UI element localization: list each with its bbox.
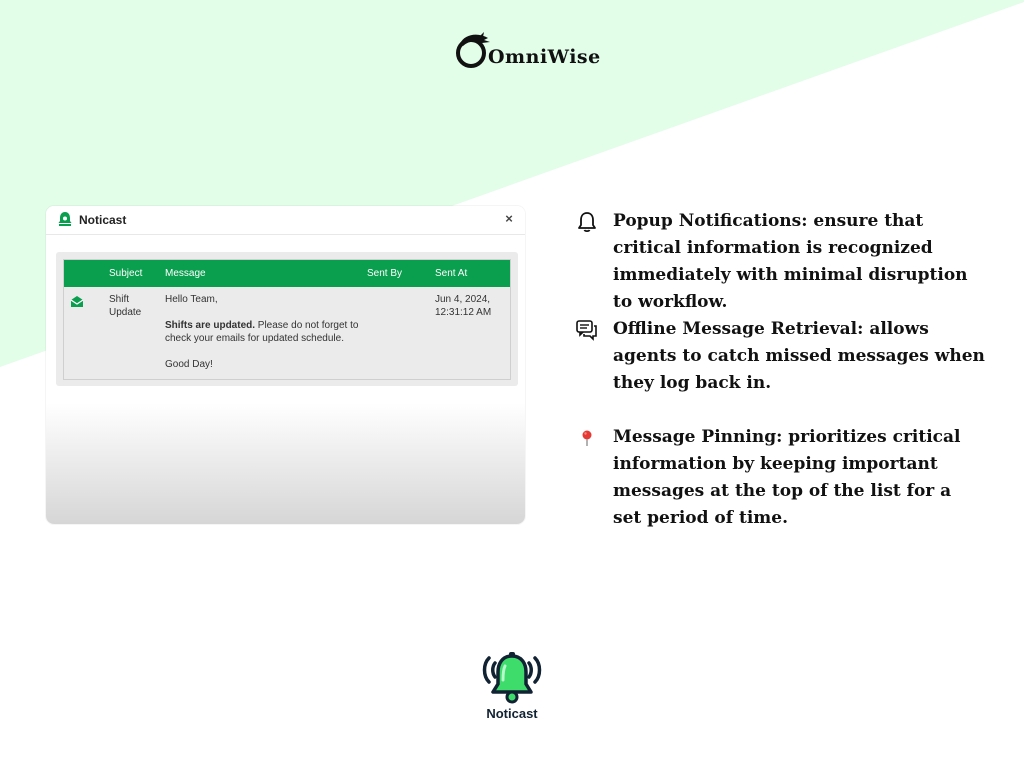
noticast-logo-text: Noticast <box>486 706 538 721</box>
sent-at-cell <box>435 293 491 319</box>
column-header-message[interactable]: Message <box>165 268 206 279</box>
table-header <box>64 260 510 287</box>
sent-at-time: 12:31:12 AM <box>435 307 492 318</box>
window-title: Noticast <box>79 213 127 227</box>
sent-at-date: Jun 4, 2024, <box>435 294 491 305</box>
subject-line-2: Update <box>109 307 142 318</box>
omniwise-logo-text: OmniWise <box>488 46 601 68</box>
omniwise-dragon-emblem-icon <box>454 32 492 70</box>
open-envelope-icon <box>70 294 84 308</box>
window-titlebar <box>46 206 525 235</box>
chat-bubble-icon <box>575 318 599 342</box>
noticast-logo <box>474 650 550 726</box>
feature-text: Popup Notifications: ensure that critical information is recognized immediately with minimal disruption to workflow. <box>613 211 968 312</box>
message-body-line-1 <box>165 319 365 332</box>
messages-table <box>63 259 511 380</box>
message-cell <box>165 293 365 371</box>
messages-panel <box>56 252 518 386</box>
feature-text: Offline Message Retrieval: allows agents to catch missed messages when they log back in. <box>613 319 985 393</box>
subject-line-1: Shift <box>109 294 130 305</box>
subject-cell <box>109 293 141 319</box>
column-header-sent-at[interactable]: Sent At <box>435 268 468 279</box>
bell-icon <box>575 210 599 234</box>
message-bold-text: Shifts are updated. <box>165 320 256 331</box>
message-body-line-2: check your emails for updated schedule. <box>165 333 344 344</box>
column-header-subject[interactable]: Subject <box>109 268 143 279</box>
close-button[interactable]: × <box>505 211 513 226</box>
column-header-sent-by[interactable]: Sent By <box>367 268 403 279</box>
message-body-text-1: Please do not forget to <box>255 320 359 331</box>
message-greeting: Hello Team, <box>165 294 218 305</box>
feature-text: Message Pinning: prioritizes critical information by keeping important messages at the top of the list for a set period of time. <box>613 427 961 528</box>
message-closing: Good Day! <box>165 359 213 370</box>
omniwise-logo <box>454 28 601 72</box>
noticast-app-icon <box>56 210 74 228</box>
noticast-window <box>46 206 525 524</box>
pushpin-icon <box>575 426 599 450</box>
noticast-bell-icon <box>477 650 547 706</box>
